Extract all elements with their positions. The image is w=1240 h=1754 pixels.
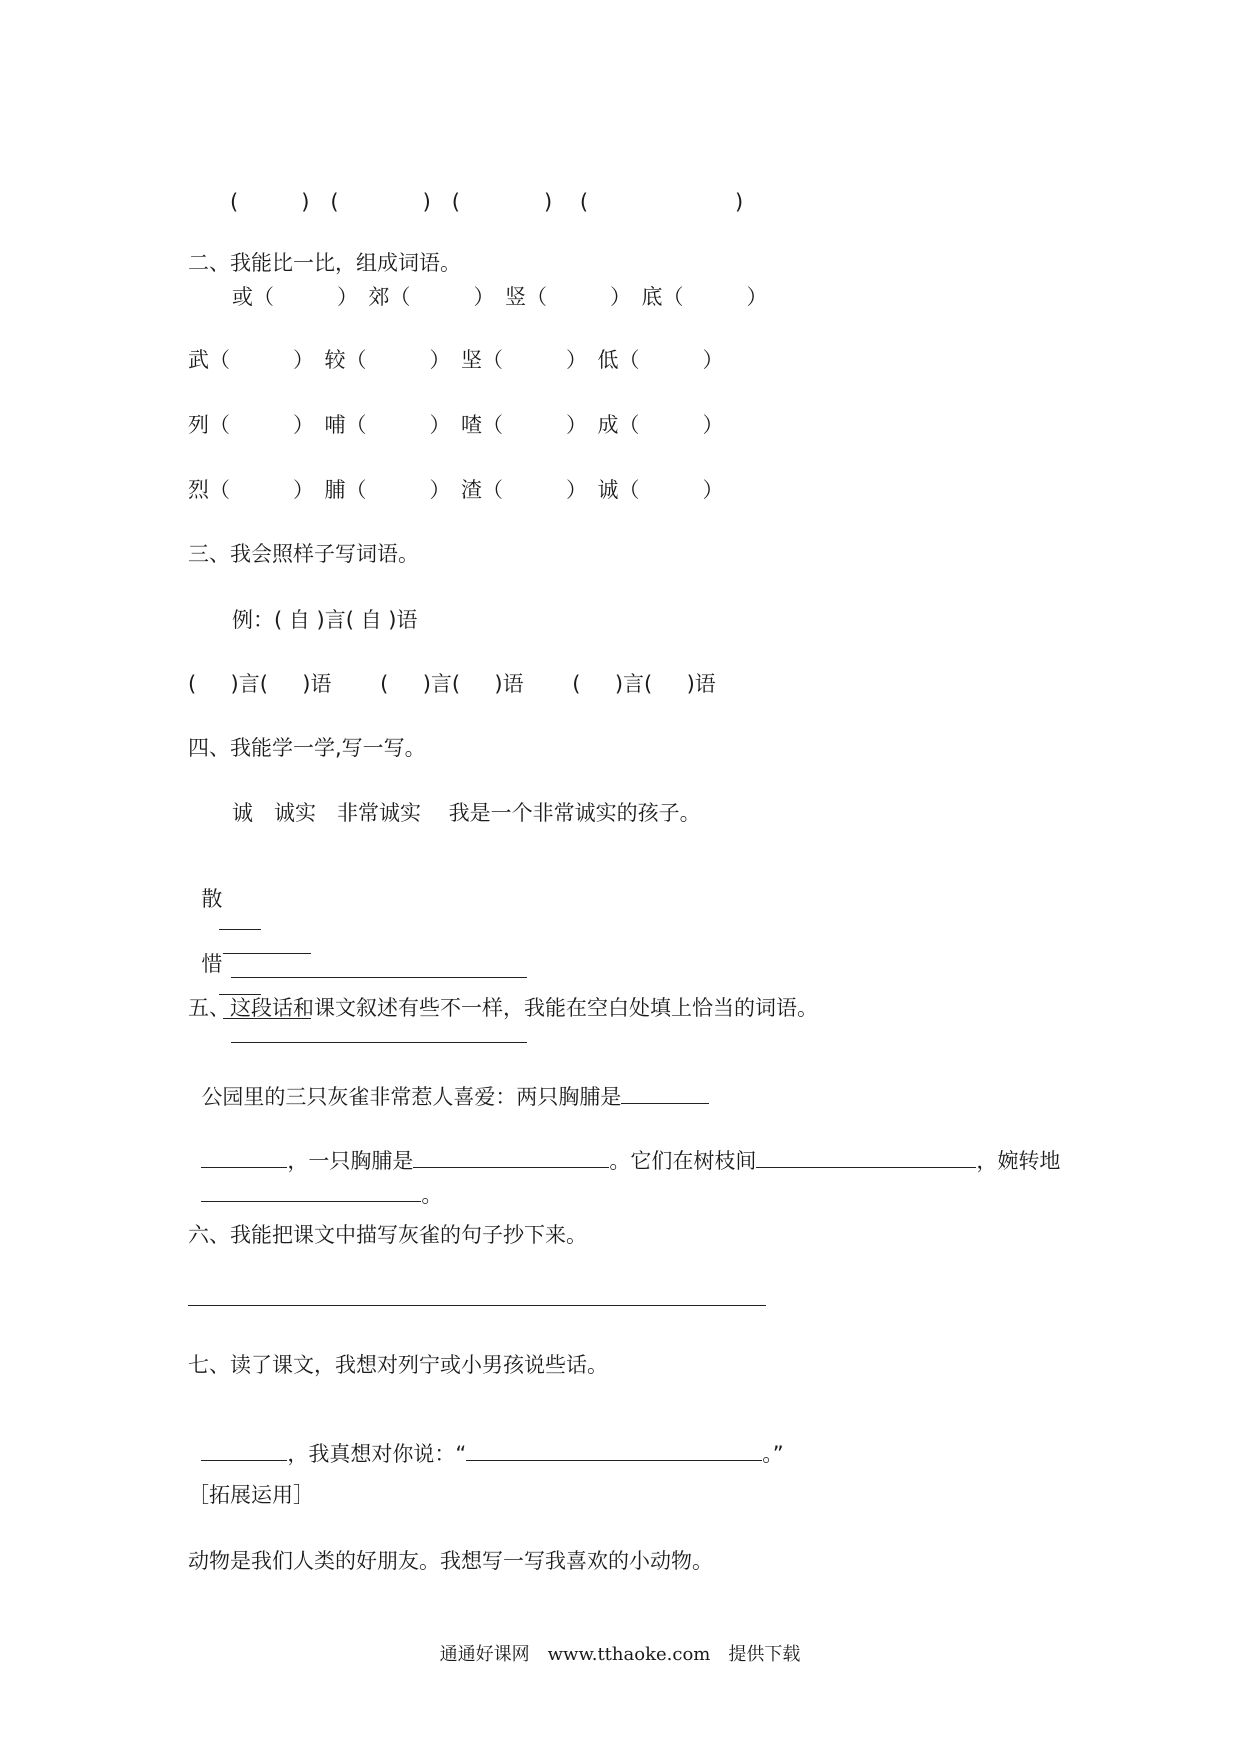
copy-answer-line[interactable] <box>188 1305 766 1306</box>
blank[interactable] <box>219 910 261 930</box>
blank[interactable] <box>413 1148 609 1168</box>
compare-row-3: 列（ ） 哺（ ） 喳（ ） 成（ ） <box>188 413 724 437</box>
section-7-heading: 七、读了课文，我想对列宁或小男孩说些话。 <box>188 1353 608 1377</box>
blank[interactable] <box>231 1023 527 1043</box>
blank[interactable] <box>201 1182 421 1202</box>
section-4-example: 诚 诚实 非常诚实 我是一个非常诚实的孩子。 <box>232 801 701 825</box>
section-5-heading: 五、这段话和课文叙述有些不一样，我能在空白处填上恰当的词语。 <box>188 996 818 1020</box>
section-7-line: ，我真想对你说：“ 。” <box>188 1420 784 1465</box>
blank[interactable] <box>621 1084 709 1104</box>
footer-credit: 通通好课网 www.tthaoke.com 提供下载 <box>439 1644 801 1665</box>
char-label: 散 <box>201 887 223 911</box>
section-5-line-3: 。 <box>188 1161 442 1206</box>
section-5-line-2: ，一只胸脯是 。它们在树枝间 ，婉转地 <box>188 1127 1060 1172</box>
section-6-heading: 六、我能把课文中描写灰雀的句子抄下来。 <box>188 1223 587 1247</box>
section-3-exercise: ( )言( )语 ( )言( )语 ( )言( )语 <box>188 672 716 696</box>
section-4-heading: 四、我能学一学,写一写。 <box>188 736 426 760</box>
extension-heading: ［拓展运用］ <box>188 1483 314 1507</box>
extension-text: 动物是我们人类的好朋友。我想写一写我喜欢的小动物。 <box>188 1549 713 1573</box>
section-5-line-1: 公园里的三只灰雀非常惹人喜爱：两只胸脯是 <box>188 1063 709 1108</box>
blank[interactable] <box>201 1441 287 1461</box>
section-2-heading: 二、我能比一比，组成词语。 <box>188 251 461 275</box>
blank[interactable] <box>756 1148 976 1168</box>
paren-row: ( ) ( ) ( ) ( ) <box>230 190 744 214</box>
compare-row-2: 武（ ） 较（ ） 坚（ ） 低（ ） <box>188 348 724 372</box>
compare-row-1: 或（ ） 郊（ ） 竖（ ） 底（ ） <box>232 285 768 309</box>
section-4-row-2 <box>188 933 527 1047</box>
section-3-heading: 三、我会照样子写词语。 <box>188 542 419 566</box>
compare-row-4: 烈（ ） 脯（ ） 渣（ ） 诚（ ） <box>188 478 724 502</box>
char-label: 惜 <box>201 952 223 976</box>
blank[interactable] <box>219 975 261 995</box>
blank[interactable] <box>466 1441 762 1461</box>
section-3-example: 例：( 自 )言( 自 )语 <box>232 608 418 632</box>
